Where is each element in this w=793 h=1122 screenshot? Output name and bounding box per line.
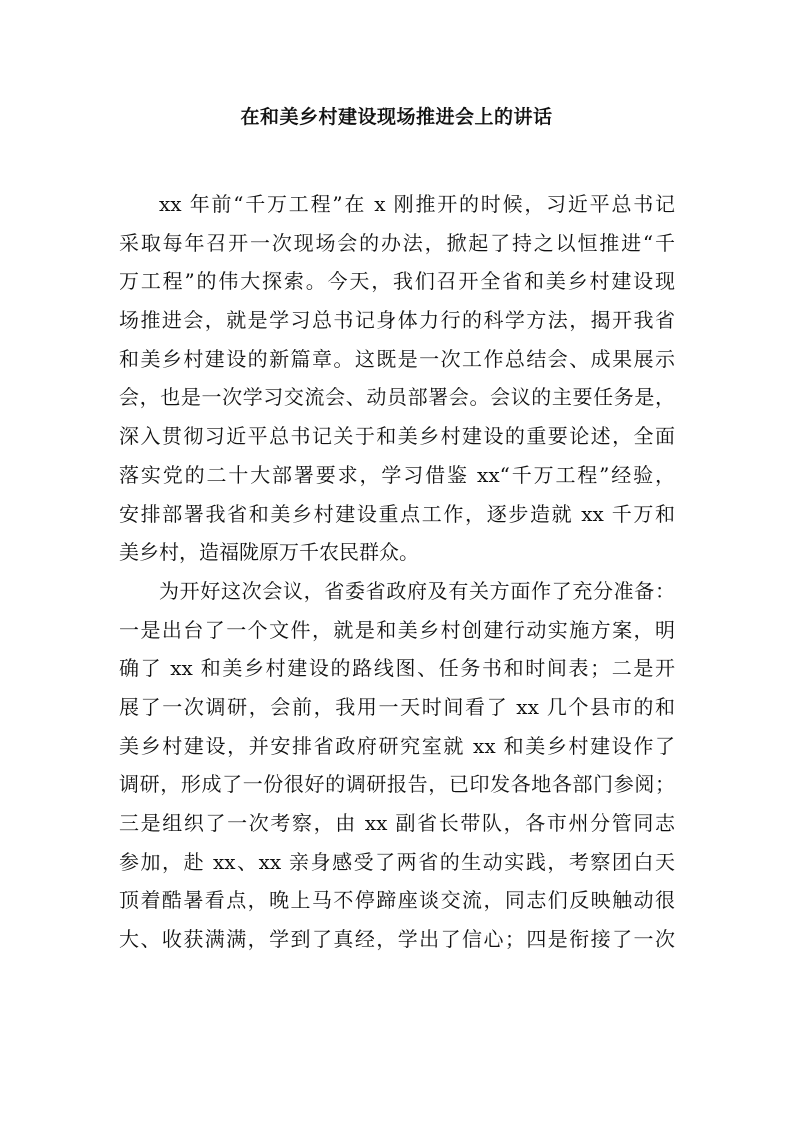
paragraph-2-line-7: 三是组织了一次考察，由 xx 副省长带队，各市州分管同志 — [119, 811, 675, 835]
paragraph-2-line-3: 确了 xx 和美乡村建设的路线图、任务书和时间表；二是开 — [119, 656, 675, 681]
paragraph-2-line-5: 美乡村建设，并安排省政府研究室就 xx 和美乡村建设作了 — [119, 733, 675, 758]
paragraph-1-line-3: 万工程”的伟大探索。今天，我们召开全省和美乡村建设现 — [119, 269, 675, 294]
paragraph-1-line-10: 美乡村，造福陇原万千农民群众。 — [119, 540, 419, 565]
paragraph-1-line-9: 安排部署我省和美乡村建设重点工作，逐步造就 xx 千万和 — [119, 501, 675, 526]
paragraph-1-line-2: 采取每年召开一次现场会的办法，掀起了持之以恒推进“千 — [119, 230, 675, 255]
paragraph-2-line-2: 一是出台了一个文件，就是和美乡村创建行动实施方案，明 — [119, 617, 675, 642]
paragraph-2-line-6: 调研，形成了一份很好的调研报告，已印发各地各部门参阅； — [119, 772, 675, 797]
paragraph-2-line-4: 展了一次调研，会前，我用一天时间看了 xx 几个县市的和 — [119, 694, 675, 719]
paragraph-2-line-10: 大、收获满满，学到了真经，学出了信心；四是衔接了一次 — [119, 927, 675, 952]
paragraph-1-line-8: 落实党的二十大部署要求，学习借鉴 xx“千万工程”经验， — [119, 462, 675, 487]
paragraph-1-line-4: 场推进会，就是学习总书记身体力行的科学方法，揭开我省 — [119, 308, 675, 333]
document-title: 在和美乡村建设现场推进会上的讲话 — [240, 106, 553, 128]
paragraph-1-line-7: 深入贯彻习近平总书记关于和美乡村建设的重要论述，全面 — [119, 424, 675, 449]
paragraph-2-line-1: 为开好这次会议，省委省政府及有关方面作了充分准备： — [159, 578, 675, 603]
paragraph-2-line-9: 顶着酷暑看点，晚上马不停蹄座谈交流，同志们反映触动很 — [119, 888, 675, 913]
paragraph-1-line-6: 会，也是一次学习交流会、动员部署会。会议的主要任务是， — [119, 385, 675, 410]
paragraph-2-line-8: 参加，赴 xx、xx 亲身感受了两省的生动实践，考察团白天 — [119, 849, 675, 874]
paragraph-1-line-5: 和美乡村建设的新篇章。这既是一次工作总结会、成果展示 — [119, 346, 675, 371]
paragraph-1-line-1: xx 年前“千万工程”在 x 刚推开的时候，习近平总书记 — [159, 192, 675, 216]
document-body — [119, 185, 675, 959]
